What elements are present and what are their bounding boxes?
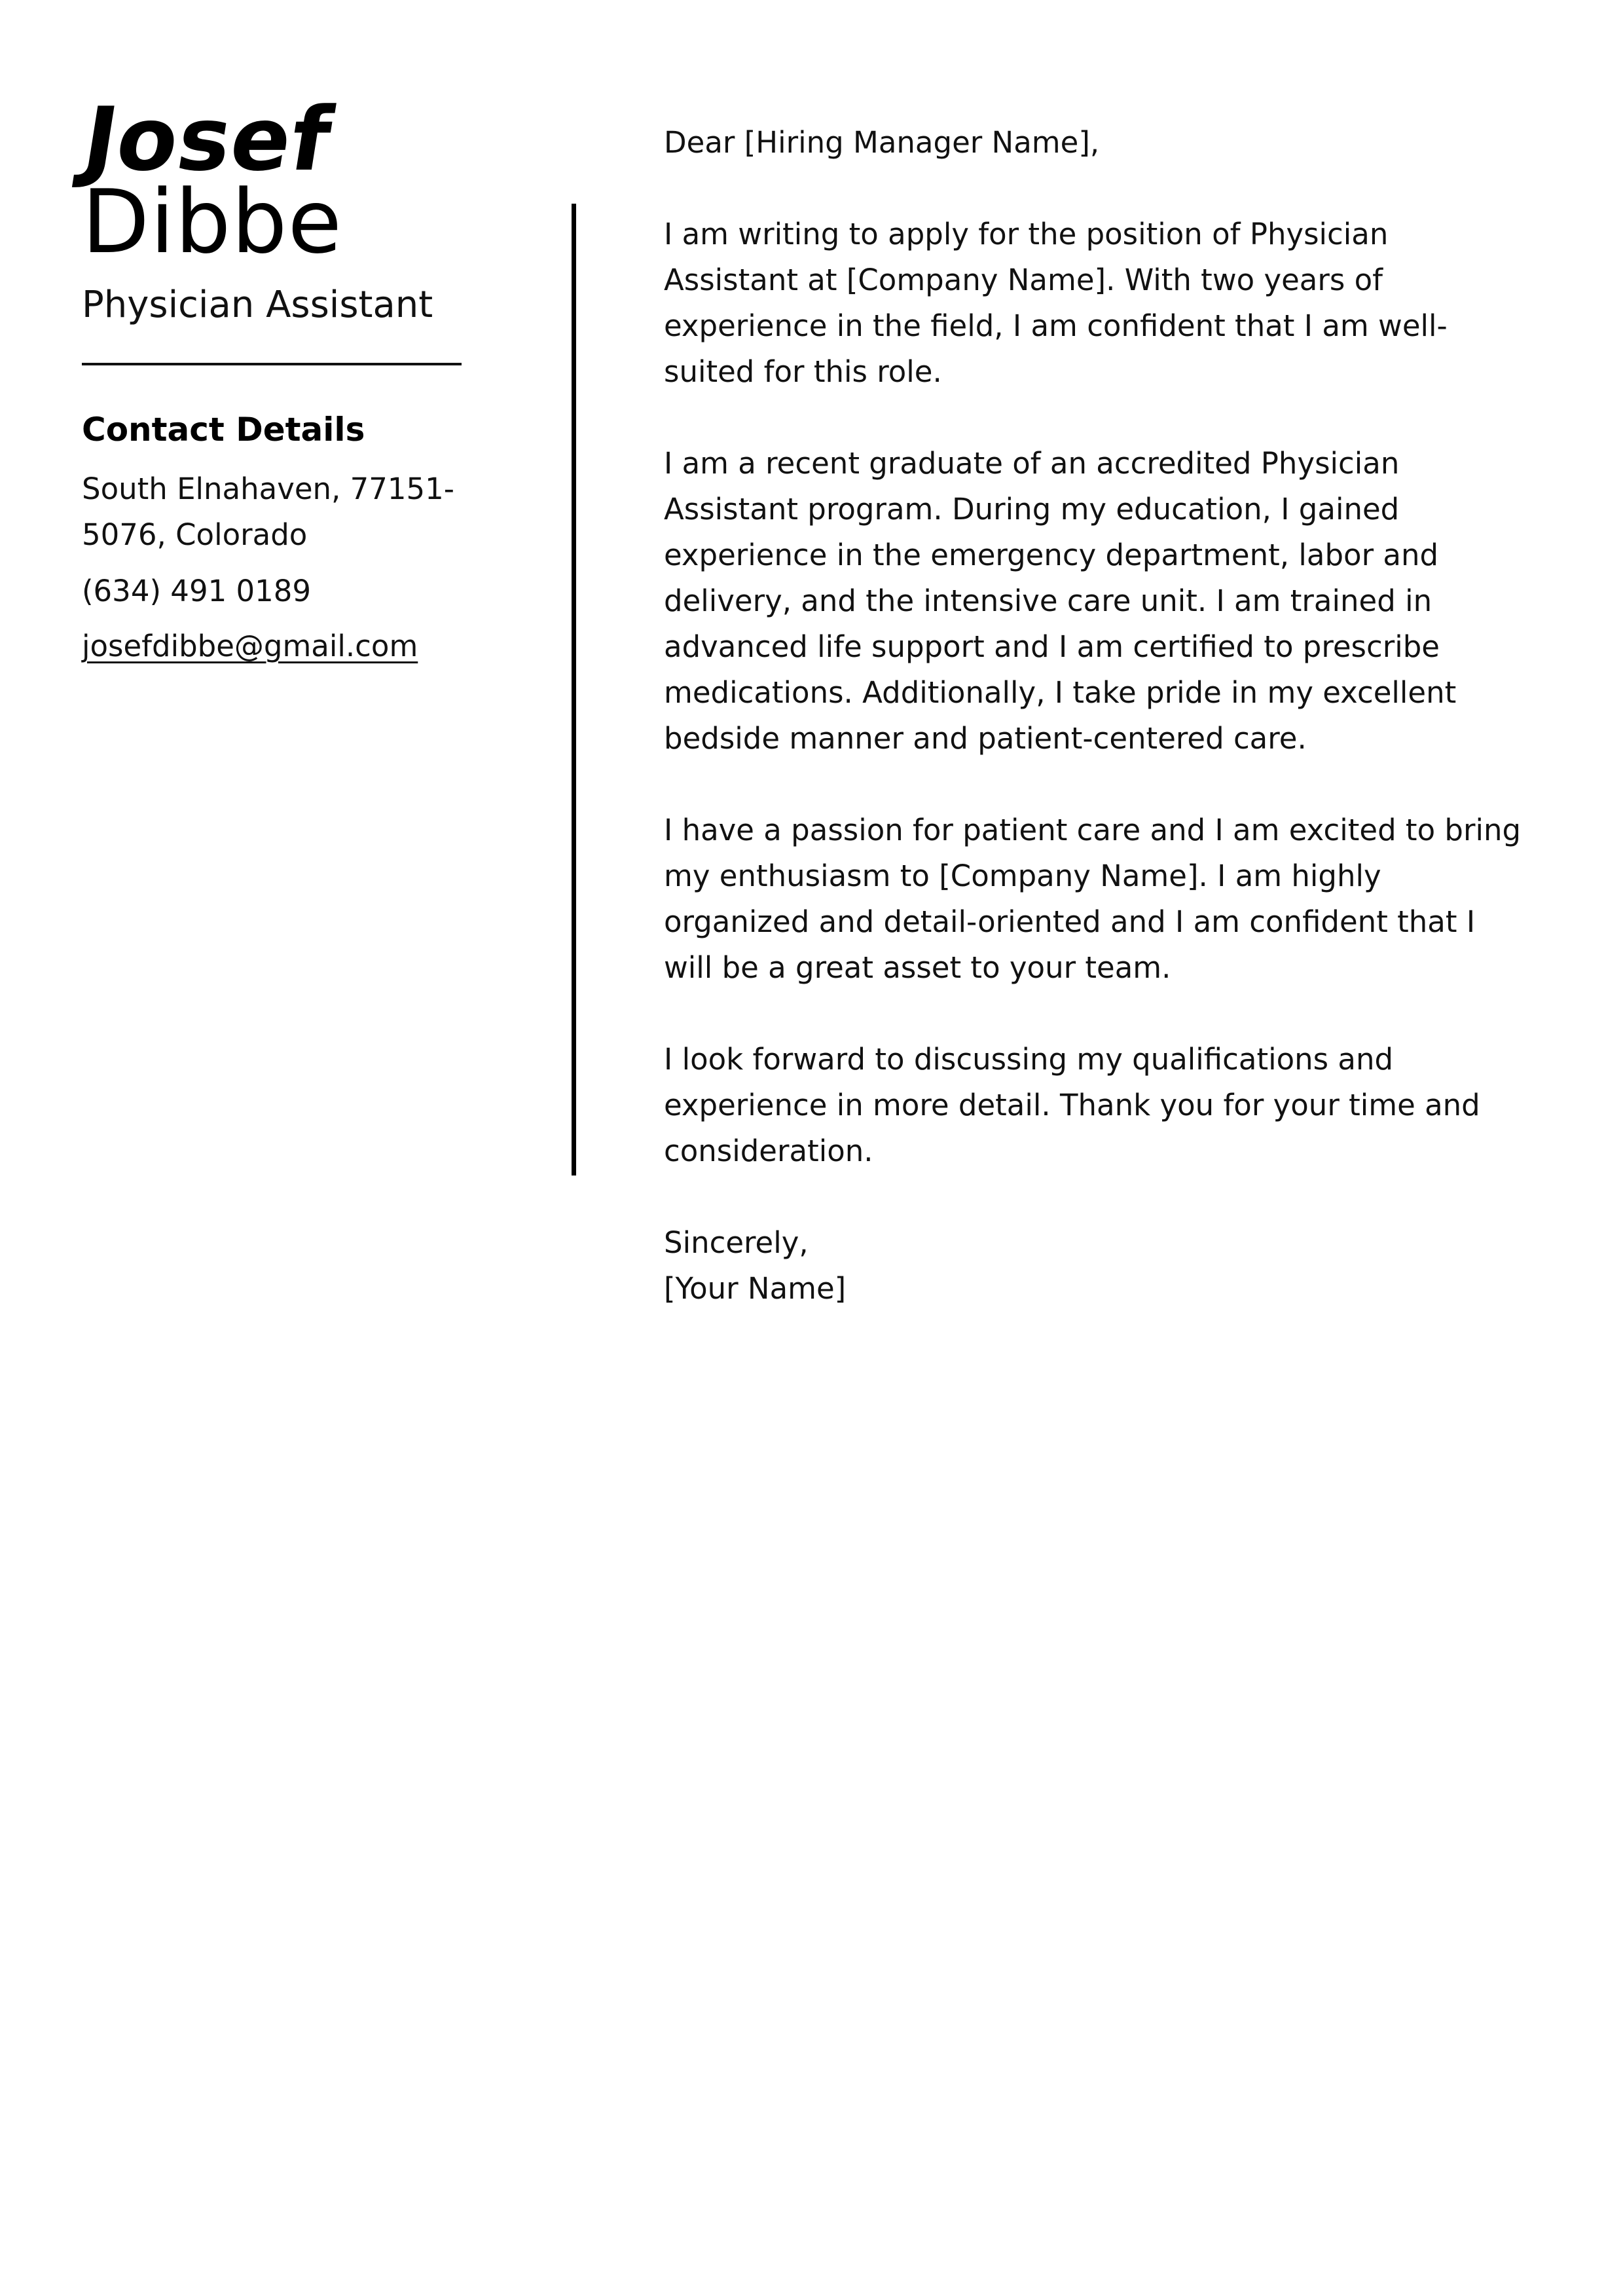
sidebar	[76, 88, 475, 669]
contact-email-link[interactable]: josefdibbe@gmail.com	[82, 629, 418, 663]
letter-signature: [Your Name]	[664, 1271, 847, 1306]
letter-greeting: Dear [Hiring Manager Name],	[664, 125, 1100, 160]
contact-phone: (634) 491 0189	[82, 574, 312, 608]
vertical-divider	[572, 204, 576, 1176]
contact-heading: Contact Details	[82, 411, 365, 449]
letter-paragraph: I am writing to apply for the position of Physician Assistant at [Company Name]. With two years of experience in the field, I am confident that I am well-suited for this role.	[664, 217, 1448, 389]
contact-address: South Elnahaven, 77151-5076, Colorado	[82, 472, 455, 552]
first-name: Josef	[76, 88, 339, 191]
letter-closing: Sincerely,	[664, 1225, 809, 1260]
sidebar-divider	[82, 363, 462, 365]
letter-body	[664, 120, 1522, 1312]
letter-paragraph: I am a recent graduate of an accredited Physician Assistant program. During my education, I gained experience in the emergency department, labor and delivery, and the intensive care unit. I am trained in advanced life support and I am certified to prescribe medications. Additionally, I take pride in my excellent bedside manner and patient-centered care.	[664, 446, 1457, 756]
letter-paragraph: I have a passion for patient care and I am excited to bring my enthusiasm to [Company Name]. I am highly organized and detail-oriented and I am confident that I will be a great asset to your team.	[664, 813, 1522, 985]
letter-paragraph: I look forward to discussing my qualifications and experience in more detail. Thank you for your time and consideration.	[664, 1042, 1480, 1168]
last-name: Dibbe	[82, 171, 342, 273]
job-title: Physician Assistant	[82, 284, 433, 326]
